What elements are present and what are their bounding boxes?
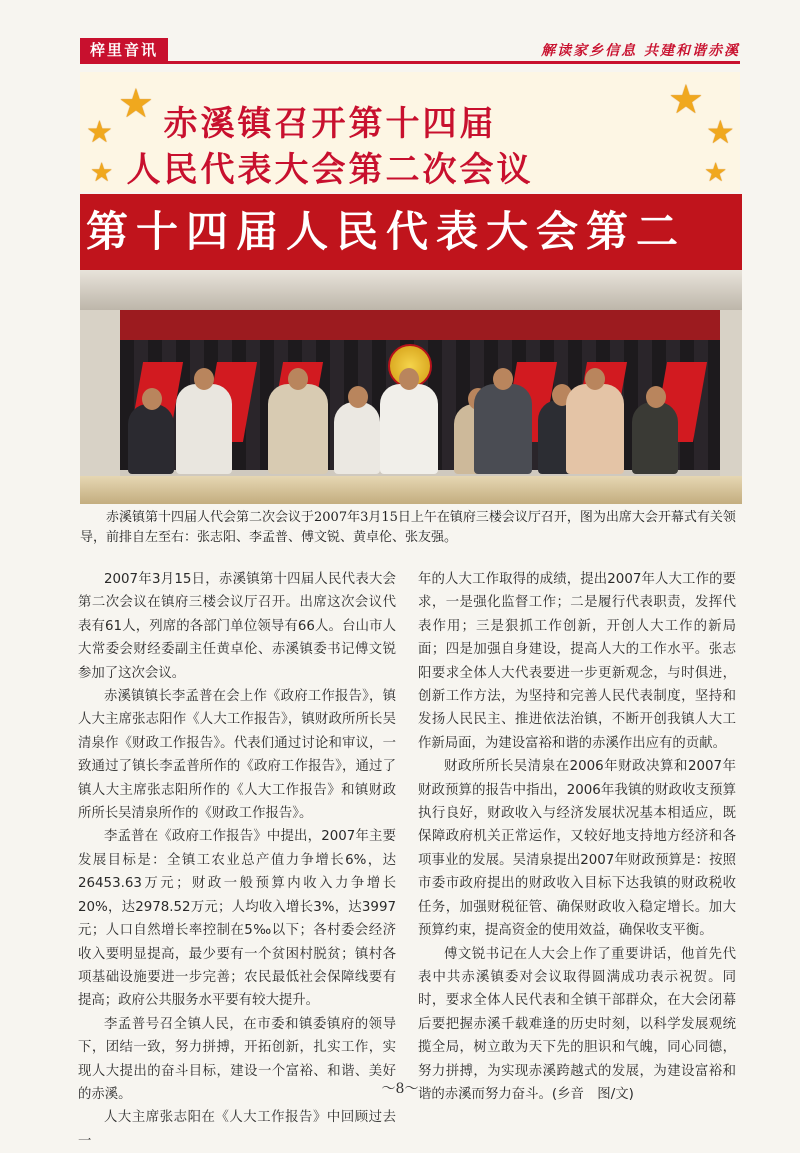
podium-table: [80, 476, 742, 504]
paragraph: 财政所所长吴清泉在2006年财政决算和2007年财政预算的报告中指出，2006年我镇的财政收支预算执行良好，财政收入与经济发展状况基本相适应，既保障政府机关正常运作，又较好地支持地方经济和各项事业的发展。吴清泉提出2007年财政预算是：按照市委市政府提出的财政收入目标下达我镇的财政税收任务，加强财税征管、确保财政收入稳定增长。加大预算约束，提高资金的使用效益，确保收支平衡。: [418, 759, 736, 939]
paragraph: 李孟普在《政府工作报告》中提出，2007年主要发展目标是：全镇工农业总产值力争增长6%，达26453.63万元；财政一般预算内收入力争增长20%，达2978.52万元；人均收入增长3%，达3997元；人口自然增长率控制在5‰以下；各村委会经济收入要明显提高，最少要有一个贫困村脱贫；镇村各项基础设施要进一步完善；农民最低社会保障线要有提高；政府公共服务水平要有较大提升。: [78, 829, 396, 1009]
photo-valance: [120, 310, 720, 340]
person-figure: [176, 384, 232, 474]
person-figure: [334, 402, 380, 474]
article-title-line-2: 人民代表大会第二次会议: [126, 150, 534, 190]
paragraph: 赤溪镇镇长李孟普在会上作《政府工作报告》，镇人大主席张志阳作《人大工作报告》，镇财政所所长吴清泉作《财政工作报告》。代表们通过讨论和审议，一致通过了镇长李孟普所作的《政府工作报告》，通过了镇人大主席张志阳所作的《人大工作报告》和镇财政所所长吴清泉所作的《财政工作报告》。: [78, 689, 396, 822]
person-figure: [474, 384, 532, 474]
paragraph: 李孟普号召全镇人民，在市委和镇委镇府的领导下，团结一致，努力拼搏，开拓创新，扎实工作，实现人大提出的奋斗目标，建设一个富裕、和谐、美好的赤溪。: [78, 1016, 396, 1102]
photo-banner: 第十四届人民代表大会第二: [80, 194, 742, 270]
photo-people: [80, 384, 742, 484]
star-icon: ★: [118, 81, 154, 127]
star-icon: ★: [90, 158, 114, 188]
header-slogan: 解读家乡信息 共建和谐赤溪: [541, 43, 740, 59]
article-title-line-1: 赤溪镇召开第十四届: [163, 104, 497, 144]
article-column-left: [78, 568, 396, 1153]
paragraph: 傅文锐书记在人大会上作了重要讲话，他首先代表中共赤溪镇委对会议取得圆满成功表示祝贺。同时，要求全体人民代表和全镇干部群众，在大会闭幕后要把握赤溪千载难逢的历史时刻，以科学发展观统揽全局，树立敢为天下先的胆识和气魄，同心同德，努力拼搏，为实现赤溪跨越式的发展，为建设富裕和谐的赤溪而努力奋斗。(乡音 图/文): [418, 946, 736, 1102]
star-icon: ★: [706, 113, 735, 151]
paragraph: 人大主席张志阳在《人大工作报告》中回顾过去一: [78, 1110, 396, 1149]
star-icon: ★: [704, 158, 728, 188]
paragraph: 年的人大工作取得的成绩，提出2007年人大工作的要求，一是强化监督工作；二是履行代表职责，发挥代表作用；三是狠抓工作创新，开创人大工作的新局面；四是加强自身建设，提高人大的工作水平。张志阳要求全体人大代表要进一步更新观念，与时俱进，创新工作方法，为坚持和完善人民代表制度，坚持和发扬人民民主、推进依法治镇，不断开创我镇人大工作新局面，为建设富裕和谐的赤溪作出应有的贡献。: [418, 572, 736, 751]
star-icon: ★: [668, 77, 704, 123]
person-figure: [128, 404, 174, 474]
paragraph: 2007年3月15日，赤溪镇第十四届人民代表大会第二次会议在镇府三楼会议厅召开。出席这次会议代表有61人，列席的各部门单位领导有66人。台山市人大常委会财经委副主任黄卓伦、赤溪镇委书记傅文锐参加了这次会议。: [78, 572, 396, 681]
article-column-right: [418, 568, 736, 1106]
person-figure: [632, 402, 678, 474]
person-figure: [566, 384, 624, 474]
page-number: ～8～: [381, 1081, 419, 1097]
person-figure: [268, 384, 328, 474]
photo-caption: 赤溪镇第十四届人代会第二次会议于2007年3月15日上午在镇府三楼会议厅召开，图为出席大会开幕式有关领导，前排自左至右：张志阳、李孟普、傅文锐、黄卓伦、张友强。: [80, 510, 736, 545]
star-icon: ★: [86, 115, 113, 150]
person-figure: [380, 384, 438, 474]
section-tag: 梓里音讯: [80, 38, 168, 62]
meeting-photo: [80, 194, 742, 504]
photo-ceiling: [80, 270, 742, 310]
